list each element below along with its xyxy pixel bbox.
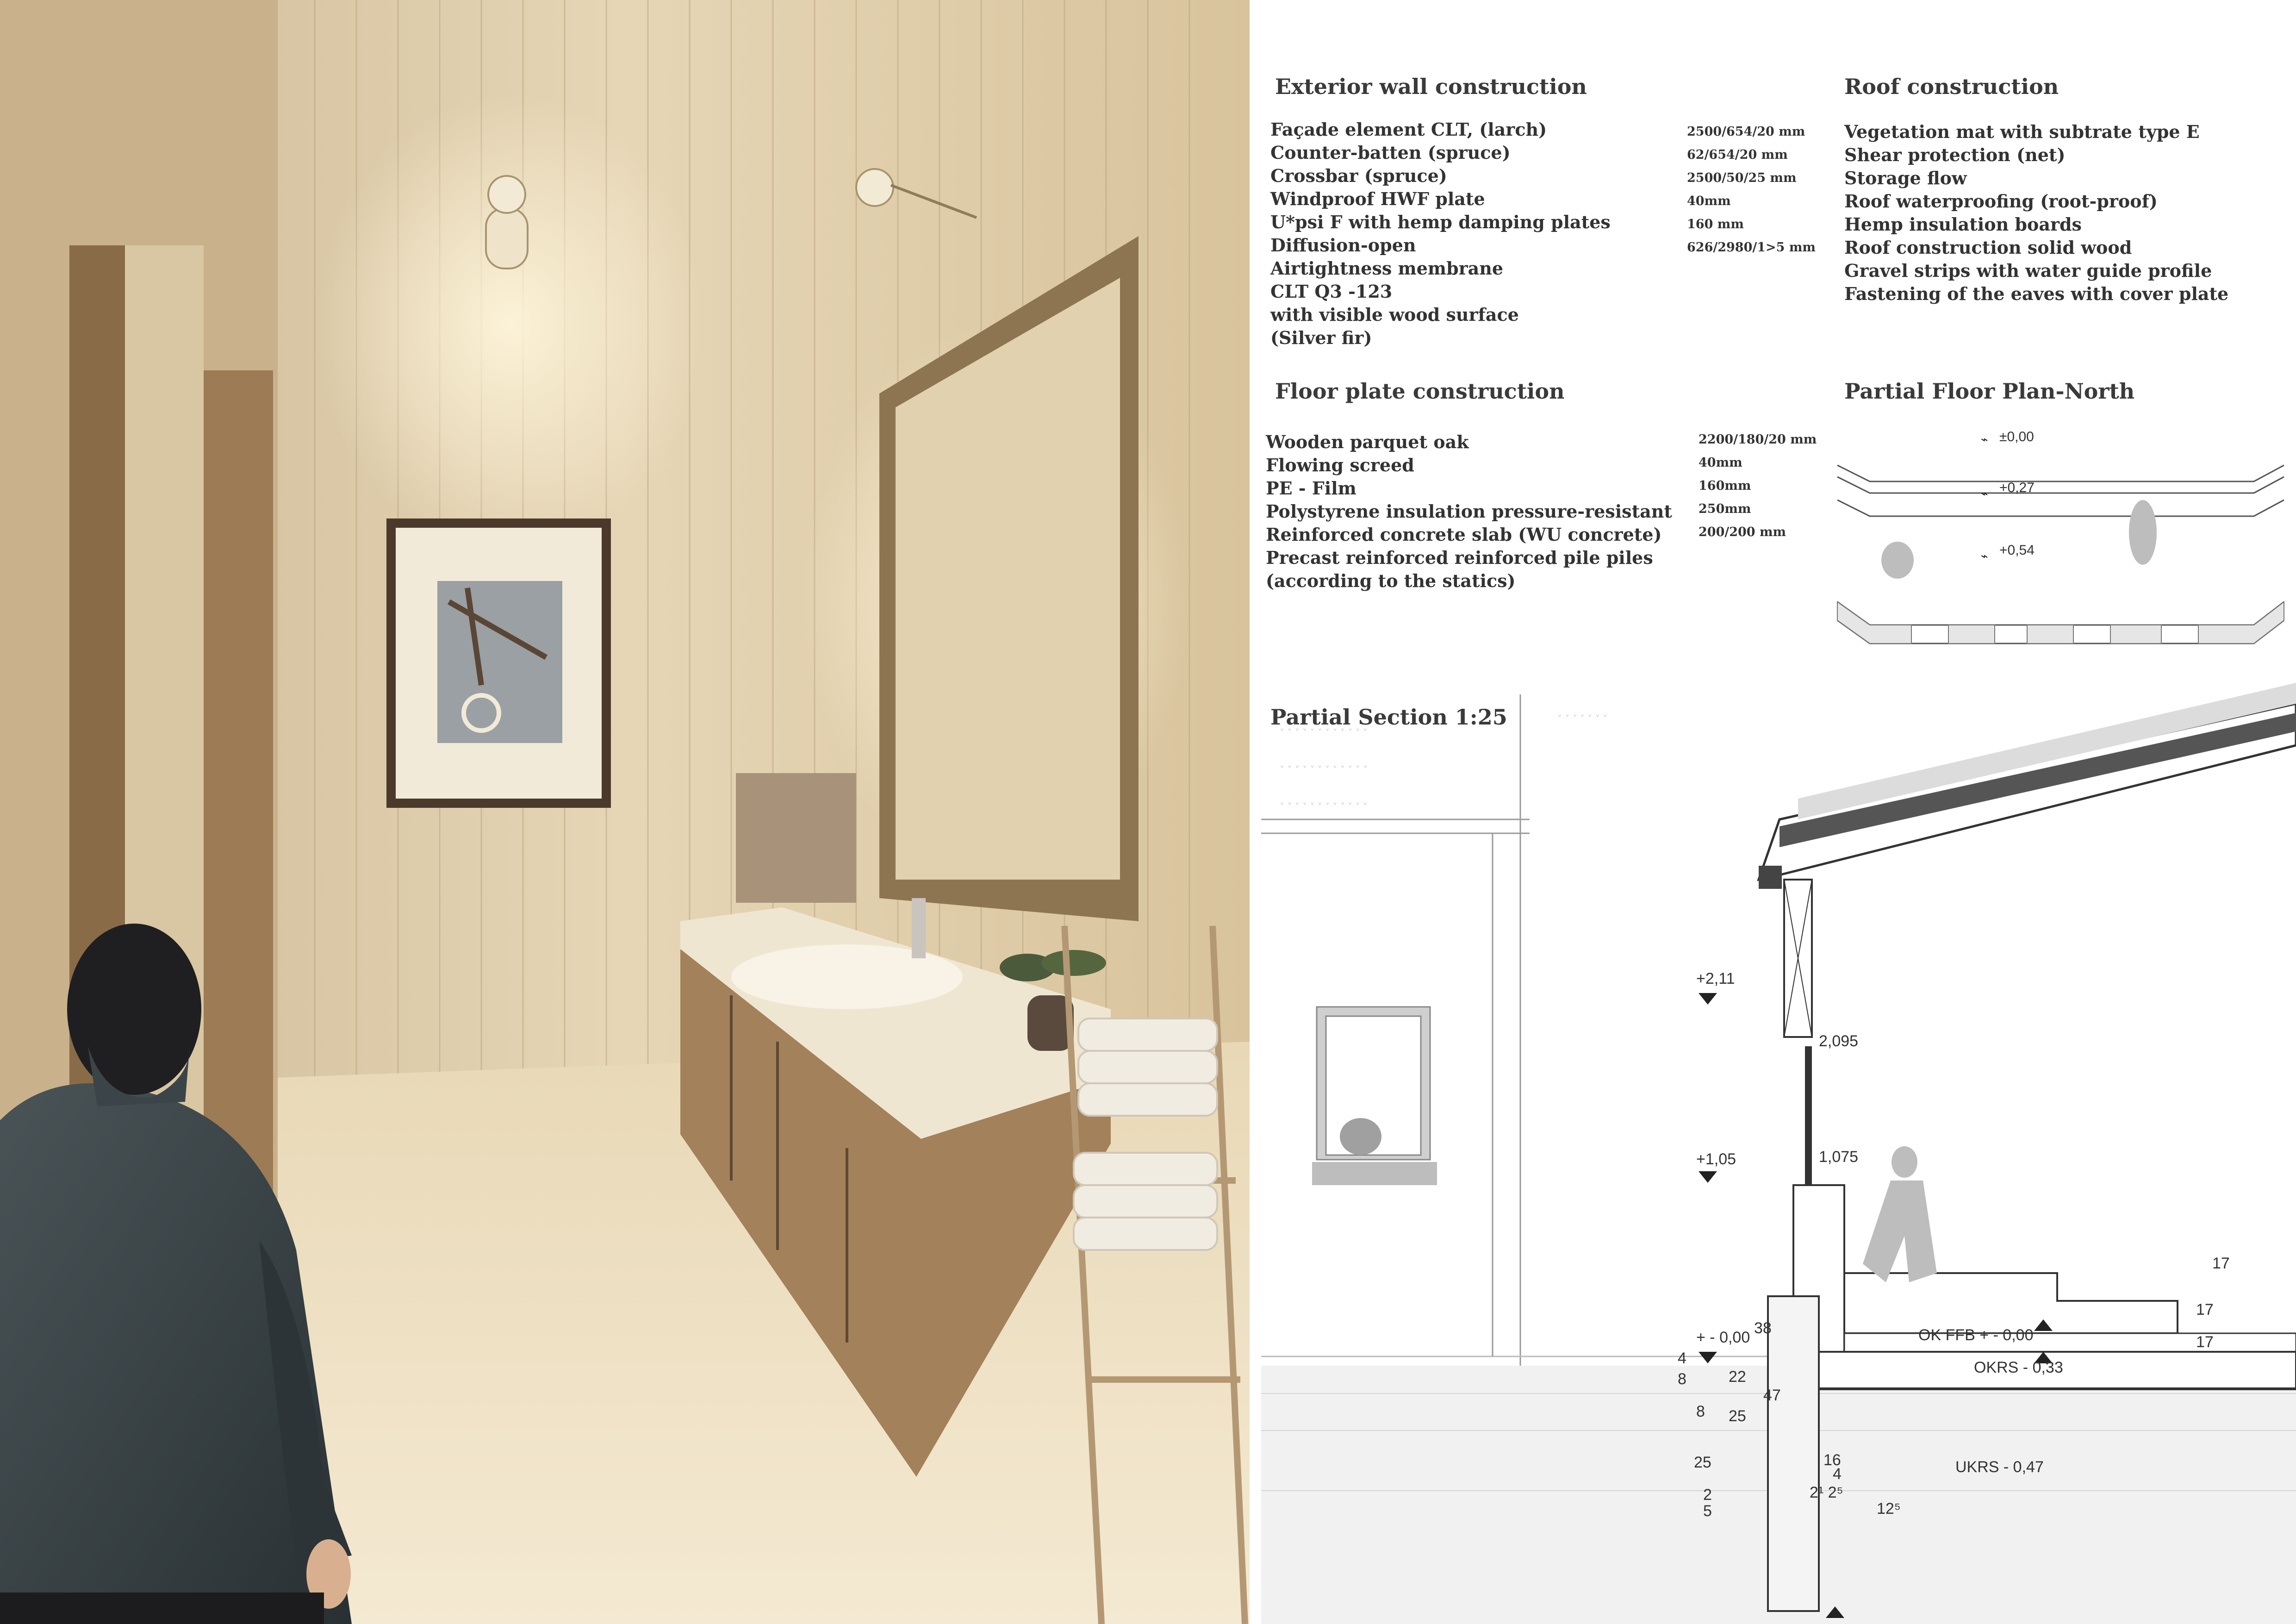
list-item: Precast reinforced reinforced pile piles [1266, 547, 1653, 568]
dimension-label: 22 [1729, 1368, 1746, 1386]
list-item: PE - Film [1266, 478, 1356, 499]
vent-grille [736, 773, 856, 903]
wall-lamp-left [486, 176, 528, 269]
exterior-wall-dims [1687, 120, 1816, 259]
list-item: Diffusion-open [1270, 235, 1416, 256]
level-tag: ±0,00 [1999, 429, 2034, 444]
dimension-label: 25 [1694, 1454, 1711, 1471]
list-item: Polystyrene insulation pressure-resistant [1266, 501, 1672, 522]
sky-hatch [1280, 713, 1607, 812]
dimension-label: 16 [1823, 1451, 1841, 1469]
dimension-label: 25 [1729, 1407, 1746, 1425]
svg-text:˅ ˅ ˅ ˅ ˅ ˅: ˅ ˅ ˅ ˅ ˅ ˅ ˅ ˅ ˅ ˅ ˅ ˅ [1280, 764, 1368, 775]
dimension: 40mm [1687, 194, 1731, 208]
roof-list [1844, 120, 2228, 306]
list-item: Hemp insulation boards [1844, 214, 2082, 235]
list-item: (according to the statics) [1266, 570, 1516, 591]
list-item: Reinforced concrete slab (WU concrete) [1266, 524, 1662, 545]
section-title: Partial Section 1:25 [1270, 705, 1507, 730]
svg-text:⌁: ⌁ [1981, 487, 1988, 501]
exterior-wall-list [1270, 118, 1611, 350]
dimension-label: 5 [1703, 1502, 1712, 1520]
level-label: +1,05 [1696, 1150, 1736, 1168]
list-item: Roof waterproofing (root-proof) [1844, 191, 2158, 212]
level-tag: +0,54 [1999, 543, 2035, 558]
dimension: 250mm [1699, 502, 1751, 516]
roof-section [1759, 683, 2296, 889]
dimension: 160 mm [1687, 217, 1744, 231]
list-item: CLT Q3 -123 [1270, 281, 1393, 302]
list-item: Flowing screed [1266, 455, 1414, 475]
dimension-label: 4 [1678, 1349, 1686, 1367]
dimension-label: 8 [1678, 1370, 1686, 1388]
svg-text:˅ ˅ ˅ ˅ ˅: ˅ ˅ ˅ ˅ ˅ ˅ ˅ [1557, 713, 1608, 725]
dimension-label: 38 [1754, 1319, 1772, 1337]
dimension-label: 17 [2196, 1333, 2214, 1351]
plan-people [1881, 500, 2157, 579]
dimension-label: 17 [2196, 1301, 2214, 1318]
dimension-label: 8 [1696, 1403, 1705, 1420]
dimension: 626/2980/1>5 mm [1687, 240, 1816, 255]
list-item: with visible wood surface [1270, 304, 1519, 325]
dimension-label: 1,075 [1819, 1148, 1859, 1166]
list-item: Airtightness membrane [1270, 258, 1504, 279]
list-item: Vegetation mat with subtrate type E [1844, 121, 2200, 142]
svg-text:˅ ˅ ˅ ˅ ˅ ˅: ˅ ˅ ˅ ˅ ˅ ˅ ˅ ˅ ˅ ˅ ˅ ˅ [1280, 727, 1368, 738]
floor-plate-title: Floor plate construction [1275, 379, 1565, 404]
roof-title: Roof construction [1844, 74, 2059, 99]
level-label: + - 0,00 [1696, 1329, 1750, 1346]
dimension-label: 12⁵ [1877, 1500, 1901, 1518]
list-item: U*psi F with hemp damping plates [1270, 212, 1611, 232]
list-item: Shear protection (net) [1844, 144, 2066, 165]
list-item: Façade element CLT, (larch) [1270, 119, 1547, 140]
level-label: OKRS - 0,33 [1974, 1359, 2063, 1376]
level-label: OK FFB + - 0,00 [1918, 1326, 2034, 1344]
list-item: Gravel strips with water guide profile [1844, 260, 2212, 281]
dimension: 2500/50/25 mm [1687, 171, 1797, 185]
dimension-label: 17 [2212, 1255, 2230, 1272]
dimension: 40mm [1699, 456, 1742, 470]
level-tag: +0,27 [1999, 480, 2035, 495]
dimension-label: 4 [1833, 1465, 1842, 1483]
svg-text:˅ ˅ ˅ ˅ ˅ ˅: ˅ ˅ ˅ ˅ ˅ ˅ ˅ ˅ ˅ ˅ ˅ ˅ [1280, 801, 1368, 812]
dimension: 160mm [1699, 479, 1751, 493]
list-item: Counter-batten (spruce) [1270, 142, 1511, 163]
stair-icon [1981, 429, 2035, 563]
exterior-wall-title: Exterior wall construction [1275, 74, 1587, 99]
elevation-window [1312, 1007, 1437, 1185]
floor-plate-list [1266, 431, 1672, 593]
dimension-label: 2,095 [1819, 1032, 1859, 1050]
list-item: Roof construction solid wood [1844, 237, 2132, 258]
detail-sheet [1250, 0, 2296, 1624]
level-label: UKRS - 0,47 [1955, 1458, 2044, 1476]
svg-text:⌁: ⌁ [1981, 550, 1988, 563]
dimension: 62/654/20 mm [1687, 148, 1788, 162]
svg-text:⌁: ⌁ [1981, 433, 1988, 447]
level-label: +2,11 [1696, 970, 1735, 987]
plan-wall-hatch [1837, 602, 2284, 643]
list-item: Windproof HWF plate [1270, 188, 1485, 209]
dimension-label: 2¹ 2⁵ [1810, 1484, 1843, 1501]
dimension: 200/200 mm [1699, 525, 1786, 539]
list-item: Crossbar (spruce) [1270, 165, 1447, 186]
framed-artwork [386, 518, 611, 808]
dimension: 2500/654/20 mm [1687, 125, 1805, 139]
floor-plan-drawing [1833, 407, 2291, 685]
section-person [1863, 1146, 1937, 1282]
list-item: Wooden parquet oak [1266, 431, 1469, 452]
floor-plan-title: Partial Floor Plan-North [1844, 379, 2135, 404]
light-glow-left [315, 93, 703, 556]
list-item: (Silver fir) [1270, 327, 1372, 348]
dimension: 2200/180/20 mm [1699, 432, 1817, 447]
section-drawing [1261, 681, 2296, 1624]
dimension-label: 2 [1703, 1486, 1712, 1504]
dimension-label: 47 [1763, 1387, 1781, 1404]
floor-plate-dims [1699, 428, 1817, 544]
list-item: Fastening of the eaves with cover plate [1844, 283, 2229, 304]
list-item: Storage flow [1844, 168, 1967, 188]
